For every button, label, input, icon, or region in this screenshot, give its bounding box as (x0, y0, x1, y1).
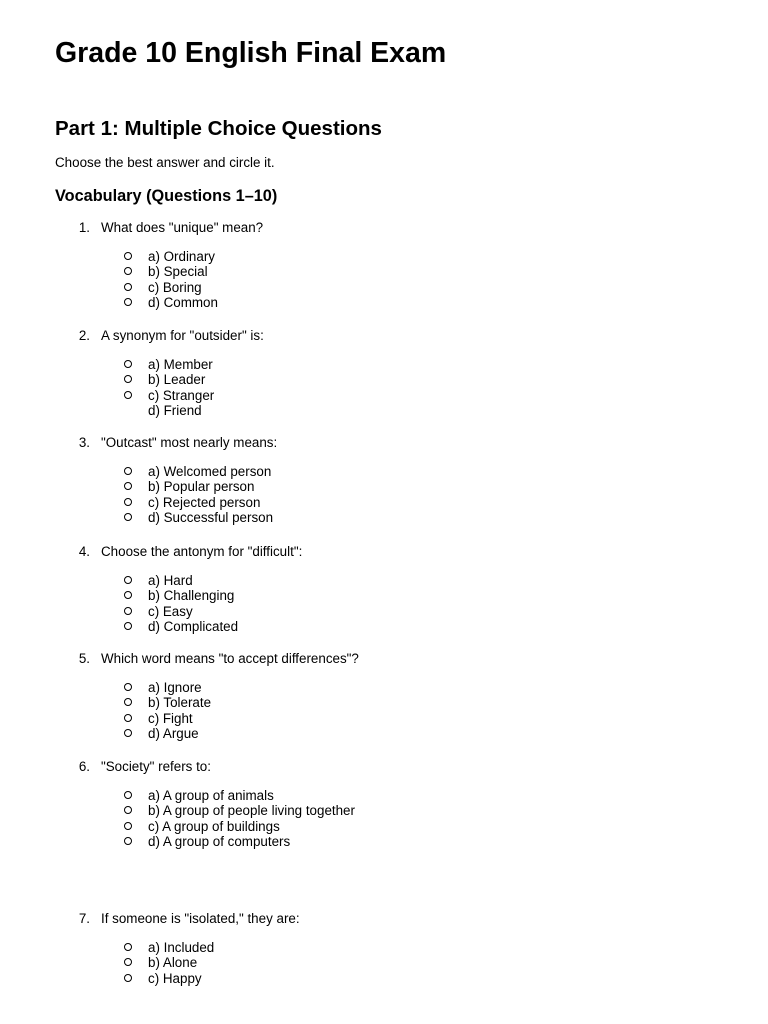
option-text: d) Complicated (148, 619, 239, 635)
circle-bullet-icon (124, 698, 132, 706)
circle-bullet-icon (124, 298, 132, 306)
option-text: b) Special (148, 264, 208, 280)
option-text: b) Tolerate (148, 695, 212, 711)
question-text: "Outcast" most nearly means: (101, 435, 278, 450)
option-text: c) Happy (148, 970, 202, 986)
option-text: a) Ignore (148, 680, 202, 695)
section-title: Vocabulary (Questions 1–10) (55, 187, 278, 205)
circle-bullet-icon (124, 360, 132, 368)
circle-bullet-icon (124, 375, 132, 383)
question-text: A synonym for "outsider" is: (101, 328, 264, 343)
circle-bullet-icon (124, 806, 132, 814)
option-text: d) Successful person (148, 510, 274, 526)
option-text: b) A group of people living together (148, 803, 355, 819)
circle-bullet-icon (124, 729, 132, 737)
option-text: a) Ordinary (148, 249, 215, 264)
option-text: b) Alone (148, 955, 198, 971)
instructions: Choose the best answer and circle it. (55, 155, 275, 170)
question-number: 4. (78, 544, 90, 559)
question-number: 6. (78, 759, 90, 774)
option-text: c) Fight (148, 710, 193, 726)
option-text: d) Common (148, 295, 218, 311)
circle-bullet-icon (124, 467, 132, 475)
option-text: b) Popular person (148, 479, 255, 495)
option-text: a) Welcomed person (148, 464, 272, 479)
circle-bullet-icon (124, 513, 132, 521)
option-text: c) Easy (148, 603, 193, 619)
circle-bullet-icon (124, 498, 132, 506)
circle-bullet-icon (124, 943, 132, 951)
option-text: a) Hard (148, 573, 193, 588)
part-title: Part 1: Multiple Choice Questions (55, 117, 382, 140)
option-text: d) A group of computers (148, 834, 291, 850)
circle-bullet-icon (124, 837, 132, 845)
circle-bullet-icon (124, 607, 132, 615)
circle-bullet-icon (124, 622, 132, 630)
circle-bullet-icon (124, 974, 132, 982)
circle-bullet-icon (124, 482, 132, 490)
question-text: "Society" refers to: (101, 759, 211, 774)
page-title: Grade 10 English Final Exam (55, 37, 447, 69)
circle-bullet-icon (124, 252, 132, 260)
question-text: Choose the antonym for "difficult": (101, 544, 303, 559)
question-text: If someone is "isolated," they are: (101, 911, 300, 926)
option-text: c) Rejected person (148, 494, 261, 510)
option-text: d) Friend (148, 403, 202, 419)
circle-bullet-icon (124, 391, 132, 399)
question-number: 3. (78, 435, 90, 450)
question-number: 1. (78, 220, 90, 235)
circle-bullet-icon (124, 683, 132, 691)
option-text: d) Argue (148, 726, 199, 742)
circle-bullet-icon (124, 283, 132, 291)
option-text: c) Boring (148, 279, 202, 295)
circle-bullet-icon (124, 267, 132, 275)
option-text: c) A group of buildings (148, 818, 280, 834)
question-number: 2. (78, 328, 90, 343)
circle-bullet-icon (124, 591, 132, 599)
option-text: a) Member (148, 357, 213, 372)
option-text: b) Leader (148, 372, 206, 388)
option-text: b) Challenging (148, 588, 235, 604)
question-number: 7. (78, 911, 90, 926)
option-text: c) Stranger (148, 387, 215, 403)
circle-bullet-icon (124, 714, 132, 722)
option-text: a) Included (148, 940, 215, 955)
circle-bullet-icon (124, 576, 132, 584)
question-number: 5. (78, 651, 90, 666)
circle-bullet-icon (124, 791, 132, 799)
option-text: a) A group of animals (148, 788, 274, 803)
circle-bullet-icon (124, 822, 132, 830)
circle-bullet-icon (124, 958, 132, 966)
question-text: What does "unique" mean? (101, 220, 264, 235)
question-text: Which word means "to accept differences"? (101, 651, 359, 666)
